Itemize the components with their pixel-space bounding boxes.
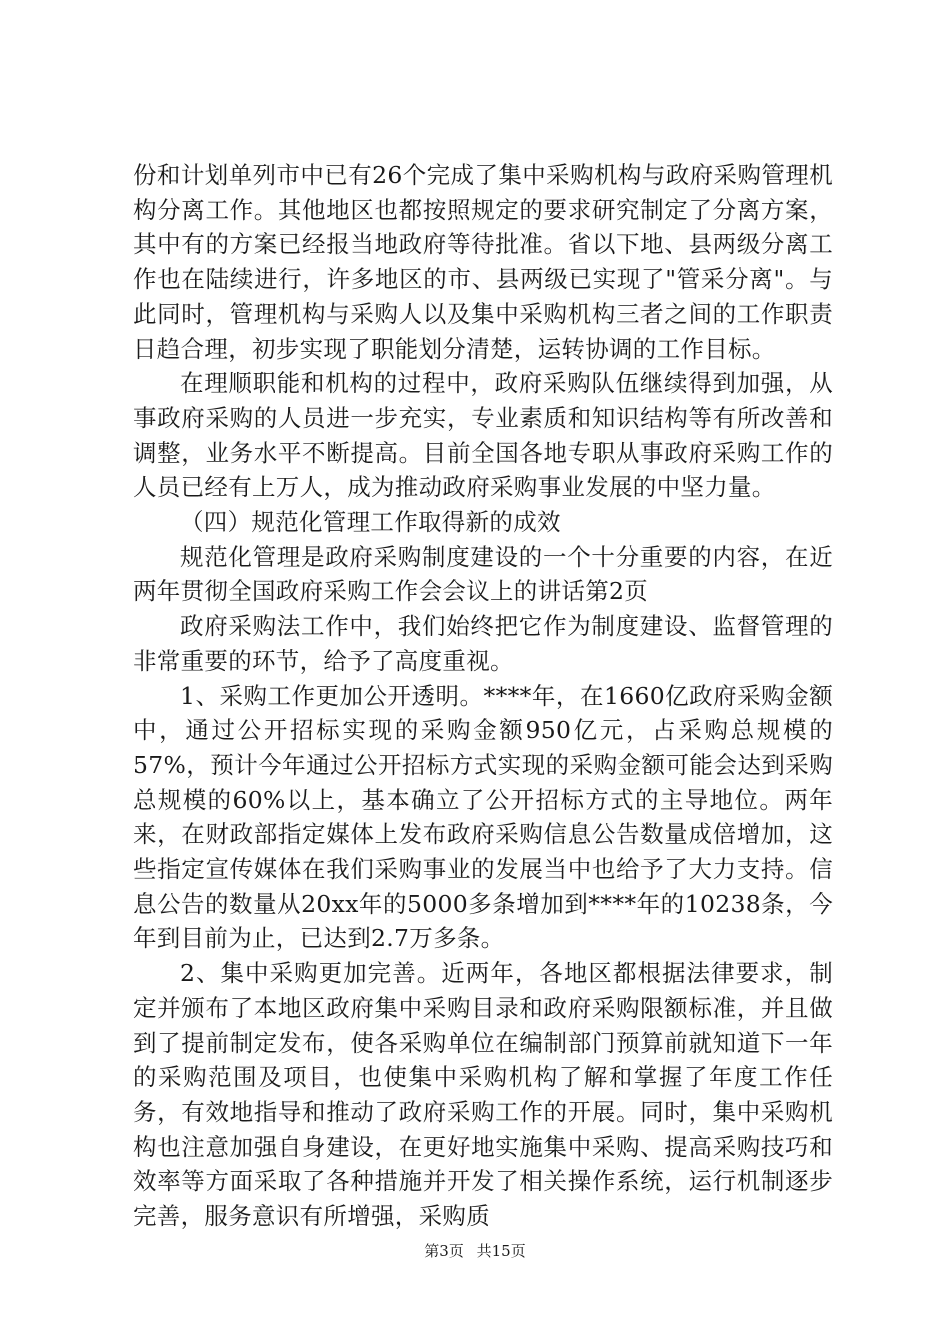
- paragraph-4: 规范化管理是政府采购制度建设的一个十分重要的内容，在近两年贯彻全国政府采购工作会会议上的讲话第2页: [133, 542, 833, 606]
- page-number: 第3页: [424, 1242, 464, 1260]
- page-footer: [0, 1240, 950, 1261]
- section-heading: （四）规范化管理工作取得新的成效: [180, 508, 561, 537]
- paragraph-2: 在理顺职能和机构的过程中，政府采购队伍继续得到加强，从事政府采购的人员进一步充实，专业素质和知识结构等有所改善和调整，业务水平不断提高。目前全国各地专职从事政府采购工作的人员已经有上万人，成为推动政府采购事业发展的中坚力量。: [133, 369, 833, 502]
- document-body: [133, 158, 833, 1234]
- page-total: 共15页: [476, 1242, 526, 1260]
- paragraph-5: 政府采购法工作中，我们始终把它作为制度建设、监督管理的非常重要的环节，给予了高度重视。: [133, 612, 833, 675]
- paragraph-7: 2、集中采购更加完善。近两年，各地区都根据法律要求，制定并颁布了本地区政府集中采购目录和政府采购限额标准，并且做到了提前制定发布，使各采购单位在编制部门预算前就知道下一年的采购范围及项目，也使集中采购机构了解和掌握了年度工作任务，有效地指导和推动了政府采购工作的开展。同时，集中采购机构也注意加强自身建设，在更好地实施集中采购、提高采购技巧和效率等方面采取了各种措施并开发了相关操作系统，运行机制逐步完善，服务意识有所增强，采购质: [133, 959, 833, 1231]
- paragraph-6: 1、采购工作更加公开透明。****年，在1660亿政府采购金额中，通过公开招标实现的采购金额950亿元，占采购总规模的57%，预计今年通过公开招标方式实现的采购金额可能会达到采购总规模的60%以上，基本确立了公开招标方式的主导地位。两年来，在财政部指定媒体上发布政府采购信息公告数量成倍增加，这些指定宣传媒体在我们采购事业的发展当中也给予了大力支持。信息公告的数量从20xx年的5000多条增加到****年的10238条，今年到目前为止，已达到2.7万多条。: [133, 681, 833, 953]
- paragraph-1: 份和计划单列市中已有26个完成了集中采购机构与政府采购管理机构分离工作。其他地区也都按照规定的要求研究制定了分离方案，其中有的方案已经报当地政府等待批准。省以下地、县两级分离工作也在陆续进行，许多地区的市、县两级已实现了"管采分离"。与此同时，管理机构与采购人以及集中采购机构三者之间的工作职责日趋合理，初步实现了职能划分清楚，运转协调的工作目标。: [133, 161, 833, 363]
